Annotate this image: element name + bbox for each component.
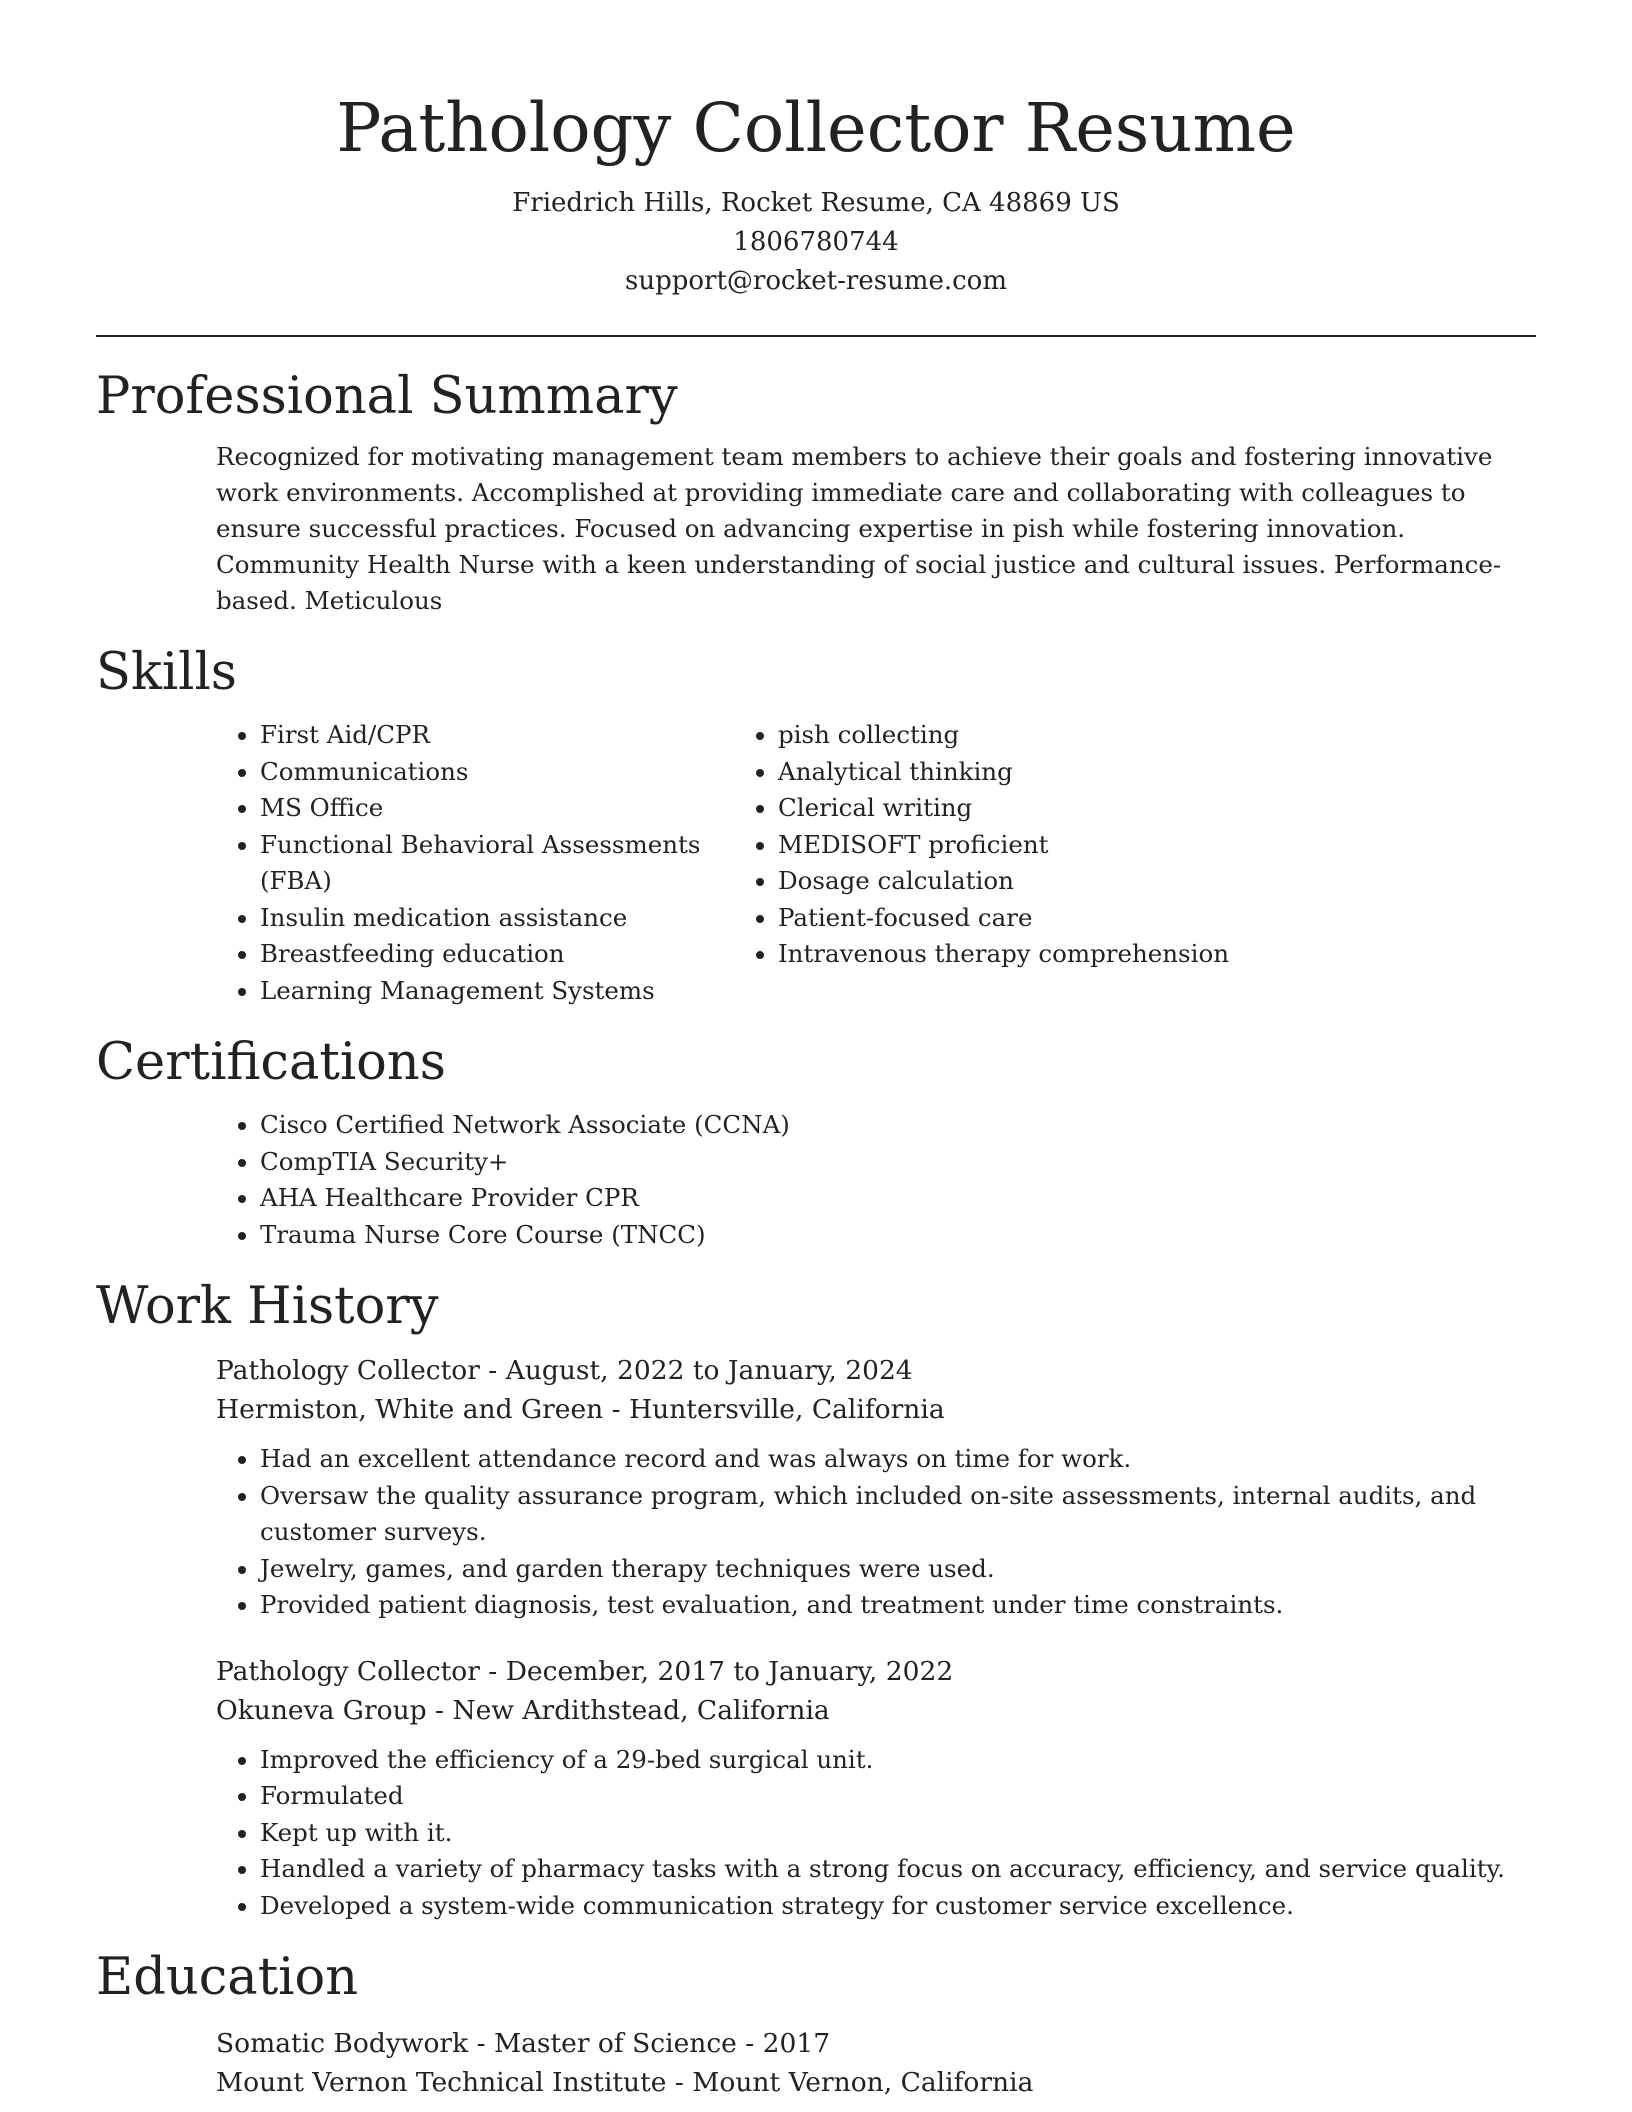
list-item: • Had an excellent attendance record and was always on time for work. <box>260 1441 1536 1478</box>
header-divider <box>96 335 1536 337</box>
contact-block <box>96 184 1536 301</box>
summary-section <box>96 365 1536 619</box>
separator: - <box>603 1394 630 1425</box>
list-item: • Trauma Nurse Core Course (TNCC) <box>260 1217 1536 1254</box>
certifications-heading: Certifications <box>96 1033 446 1092</box>
list-item: • MS Office <box>260 790 746 827</box>
list-item: • Dosage calculation <box>778 863 1229 900</box>
skills-heading: Skills <box>96 643 237 702</box>
summary-heading: Professional Summary <box>96 367 678 426</box>
list-item: • Formulated <box>260 1778 1536 1815</box>
list-item: • Clerical writing <box>778 790 1229 827</box>
job-company-line <box>96 1691 1536 1730</box>
skills-list-left <box>96 717 746 1009</box>
job-location: New Ardithstead, California <box>452 1694 830 1726</box>
job-company: Hermiston, White and Green <box>216 1394 604 1425</box>
list-item: • Patient-focused care <box>778 900 1229 937</box>
education-year: 2017 <box>762 2028 831 2059</box>
list-item: • Communications <box>260 754 746 791</box>
education-section <box>96 1946 1536 2102</box>
list-item: • Functional Behavioral Assessments (FBA) <box>260 827 746 900</box>
separator: - <box>666 2067 693 2098</box>
list-item: • MEDISOFT proficient <box>778 827 1229 864</box>
job-entry <box>96 1351 1536 1624</box>
list-item: • Breastfeeding education <box>260 936 746 973</box>
education-entry <box>96 2024 1536 2102</box>
skills-list-right <box>746 717 1229 1009</box>
list-item: • Learning Management Systems <box>260 973 746 1010</box>
contact-email: support@rocket-resume.com <box>624 266 1007 296</box>
list-item: • Developed a system-wide communication strategy for customer service excellence. <box>260 1888 1536 1925</box>
separator: - <box>468 2028 494 2059</box>
job-entry <box>96 1652 1536 1925</box>
list-item: • pish collecting <box>778 717 1229 754</box>
list-item: • Improved the efficiency of a 29-bed surgical unit. <box>260 1742 1536 1779</box>
list-item: • CompTIA Security+ <box>260 1144 1536 1181</box>
contact-address: Friedrich Hills, Rocket Resume, CA 48869 US <box>512 188 1120 218</box>
separator: - <box>736 2028 763 2059</box>
list-item: • Handled a variety of pharmacy tasks with a strong focus on accuracy, efficiency, and service quality. <box>260 1851 1536 1888</box>
list-item: • Oversaw the quality assurance program, which included on-site assessments, internal audits, and customer surveys. <box>260 1478 1536 1551</box>
job-duties-list <box>96 1441 1536 1624</box>
list-item: • Jewelry, games, and garden therapy techniques were used. <box>260 1551 1536 1588</box>
job-location: Huntersville, California <box>629 1394 945 1425</box>
education-heading: Education <box>96 1948 359 2007</box>
skills-columns <box>96 717 1536 1009</box>
job-dates: December, 2017 to January, 2022 <box>505 1655 954 1687</box>
list-item: • Analytical thinking <box>778 754 1229 791</box>
job-title-line <box>96 1652 1536 1691</box>
work-history-section <box>96 1275 1536 1924</box>
resume-title: Pathology Collector Resume <box>336 89 1296 167</box>
skills-section <box>96 641 1536 1009</box>
job-title: Pathology Collector <box>216 1655 480 1687</box>
job-duties-list <box>96 1742 1536 1925</box>
job-company: Okuneva Group <box>216 1694 427 1726</box>
job-company-line <box>96 1390 1536 1429</box>
contact-phone: 1806780744 <box>733 227 899 257</box>
list-item: • Insulin medication assistance <box>260 900 746 937</box>
list-item: • First Aid/CPR <box>260 717 746 754</box>
summary-text: Recognized for motivating management team members to achieve their goals and fostering innovative work environments. Accomplished at providing immediate care and collaborating with colleagues to ensure successful practices. Focused on advancing expertise in pish while fostering innovation. Community Health Nurse with a keen understanding of social justice and cultural issues. Performance-based. Meticulous <box>216 442 1502 615</box>
separator: - <box>479 1655 506 1687</box>
list-item: • Kept up with it. <box>260 1815 1536 1852</box>
list-item: • AHA Healthcare Provider CPR <box>260 1180 1536 1217</box>
education-degree-line <box>96 2024 1536 2063</box>
education-field: Somatic Bodywork <box>216 2028 469 2059</box>
education-degree: Master of Science <box>493 2028 737 2059</box>
job-title: Pathology Collector <box>216 1355 480 1386</box>
work-history-heading: Work History <box>96 1277 439 1336</box>
list-item: • Provided patient diagnosis, test evaluation, and treatment under time constraints. <box>260 1587 1536 1624</box>
separator: - <box>479 1355 506 1386</box>
job-title-line <box>96 1351 1536 1390</box>
certifications-list <box>96 1107 1536 1253</box>
certifications-section <box>96 1031 1536 1253</box>
education-location: Mount Vernon, California <box>692 2067 1034 2098</box>
job-dates: August, 2022 to January, 2024 <box>505 1355 913 1386</box>
education-school: Mount Vernon Technical Institute <box>216 2067 667 2098</box>
resume-header <box>96 0 1536 301</box>
education-school-line <box>96 2063 1536 2102</box>
separator: - <box>426 1694 453 1726</box>
list-item: • Cisco Certified Network Associate (CCNA) <box>260 1107 1536 1144</box>
list-item: • Intravenous therapy comprehension <box>778 936 1229 973</box>
